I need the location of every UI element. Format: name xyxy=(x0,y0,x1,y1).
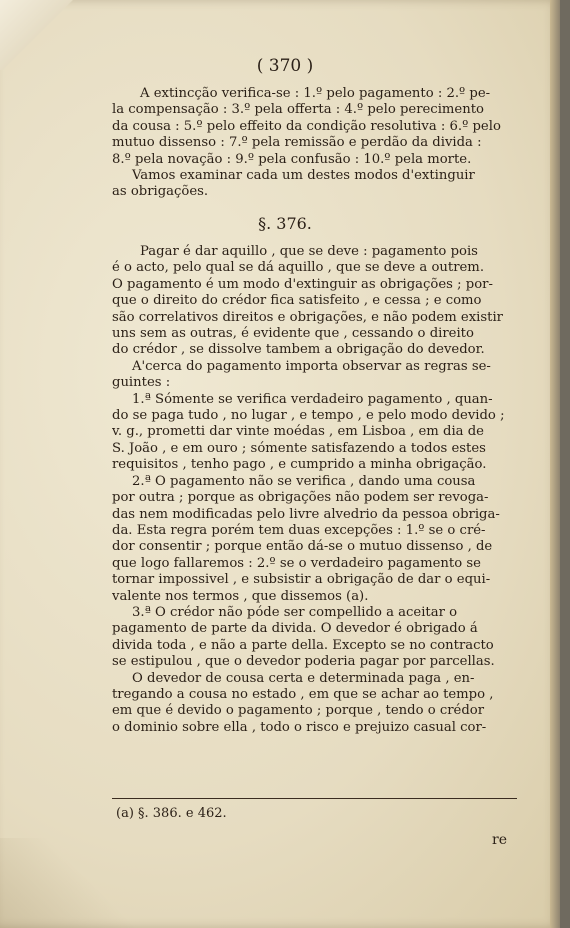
text-line: guintes : xyxy=(112,375,171,391)
text-line: 8.º pela novação : 9.º pela confusão : 10.º pela morte. xyxy=(112,151,472,167)
paragraph-certain-thing xyxy=(112,671,532,737)
text-line: do se paga tudo , no lugar , e tempo , e pelo modo devido ; xyxy=(112,408,505,424)
text-line: se estipulou , que o devedor poderia pagar por parcellas. xyxy=(112,654,495,670)
text-line: v. g., prometti dar vinte moédas , em Lisboa , em dia de xyxy=(112,424,484,440)
text-line: A'cerca do pagamento importa observar as regras se- xyxy=(132,358,491,374)
paragraph-rules-intro xyxy=(112,359,532,392)
text-line: 2.ª O pagamento não se verifica , dando uma cousa xyxy=(132,473,476,489)
text-line: o dominio sobre ella , todo o risco e prejuizo casual cor- xyxy=(112,719,487,735)
main-text xyxy=(112,244,532,736)
paragraph-pagar xyxy=(112,244,532,359)
footnote: (a) §. 386. e 462. xyxy=(116,806,227,821)
text-line: em que é devido o pagamento ; porque , tendo o crédor xyxy=(112,703,485,719)
text-line: da cousa : 5.º pelo effeito da condição resolutiva : 6.º pelo xyxy=(112,118,501,134)
rule-1 xyxy=(112,392,532,474)
text-line: da. Esta regra porém tem duas excepções : 1.º se o cré- xyxy=(112,522,486,538)
text-line: la compensação : 3.º pela offerta : 4.º pelo perecimento xyxy=(112,102,484,118)
text-line: as obrigações. xyxy=(112,184,209,200)
text-line: 3.ª O crédor não póde ser compellido a aceitar o xyxy=(132,604,458,620)
text-line: 1.ª Sómente se verifica verdadeiro pagamento , quan- xyxy=(132,391,493,407)
text-line: O devedor de cousa certa e determinada paga , en- xyxy=(132,670,475,686)
text-line: valente nos termos , que dissemos (a). xyxy=(112,588,369,604)
text-line: que o direito do crédor fica satisfeito , e cessa ; e como xyxy=(112,293,482,309)
text-line: divida toda , e não a parte della. Excepto se no contracto xyxy=(112,637,494,653)
text-line: O pagamento é um modo d'extinguir as obrigações ; por- xyxy=(112,276,493,292)
text-line: dor consentir ; porque então dá-se o mutuo dissenso , de xyxy=(112,539,493,555)
page-number: ( 370 ) xyxy=(256,56,314,76)
text-line: uns sem as outras, é evidente que , cessando o direito xyxy=(112,326,474,342)
text-line: Vamos examinar cada um destes modos d'extinguir xyxy=(132,168,475,184)
footnote-divider xyxy=(112,798,517,799)
paragraph-extinction-modes xyxy=(112,86,532,201)
text-line: Pagar é dar aquillo , que se deve : pagamento pois xyxy=(140,244,478,259)
text-line: tornar impossivel , e subsistir a obrigação de dar o equi- xyxy=(112,572,491,588)
text-line: é o acto, pelo qual se dá aquillo , que se deve a outrem. xyxy=(112,260,485,276)
text-line: por outra ; porque as obrigações não podem ser revoga- xyxy=(112,490,489,506)
text-line: S. João , e em ouro ; sómente satisfazendo a todos estes xyxy=(112,440,486,456)
catchword: re xyxy=(492,832,507,848)
rule-3 xyxy=(112,605,532,671)
text-line: A extincção verifica-se : 1.º pelo pagamento : 2.º pe- xyxy=(140,86,491,101)
page-stain xyxy=(0,838,160,928)
text-line: das nem modificadas pelo livre alvedrio da pessoa obriga- xyxy=(112,506,500,522)
text-line: requisitos , tenho pago , e cumprido a minha obrigação. xyxy=(112,457,487,473)
text-line: que logo fallaremos : 2.º se o verdadeiro pagamento se xyxy=(112,555,481,571)
rule-2 xyxy=(112,474,532,605)
text-line: do crédor , se dissolve tambem a obrigação do devedor. xyxy=(112,342,485,358)
page-edge xyxy=(550,0,560,928)
text-line: são correlativos direitos e obrigações, e não podem existir xyxy=(112,309,503,325)
text-line: tregando a cousa no estado , em que se achar ao tempo , xyxy=(112,686,494,702)
text-line: pagamento de parte da divida. O devedor é obrigado á xyxy=(112,621,478,637)
section-heading: §. 376. xyxy=(258,214,312,233)
text-line: mutuo dissenso : 7.º pela remissão e perdão da divida : xyxy=(112,135,482,151)
